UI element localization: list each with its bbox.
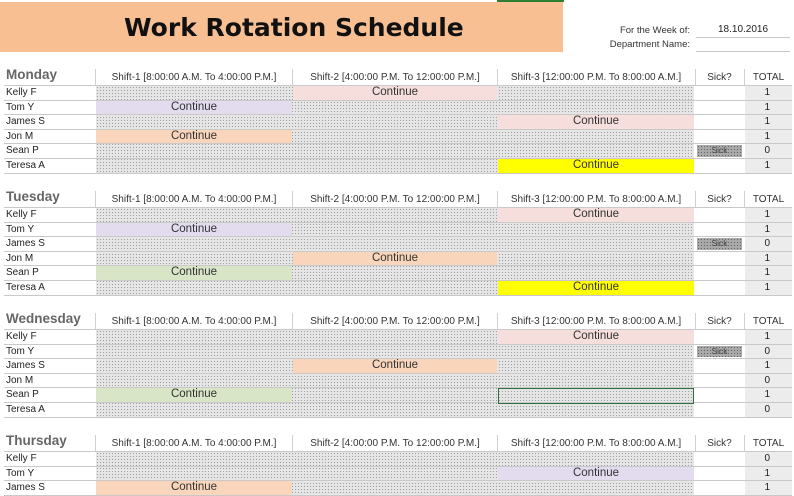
row-divider — [4, 143, 792, 144]
header-separator — [497, 69, 498, 85]
shift-assignment-cell[interactable]: Continue — [498, 467, 694, 481]
column-header-total: TOTAL — [752, 72, 785, 83]
total-value: 1 — [764, 130, 770, 142]
row-divider — [4, 173, 792, 174]
employee-name: Tom Y — [6, 223, 35, 235]
total-value: 1 — [764, 389, 770, 401]
shift-assignment-cell[interactable]: Continue — [498, 208, 694, 222]
header-separator — [95, 313, 96, 329]
employee-name: Teresa A — [6, 282, 45, 293]
employee-name: Tom Y — [6, 345, 35, 357]
header-separator — [695, 69, 696, 85]
department-label: Department Name: — [609, 39, 690, 50]
header-separator — [95, 435, 96, 451]
total-value: 0 — [764, 404, 770, 415]
column-header-shift3: Shift-3 [12:00:00 P.M. To 8:00:00 A.M.] — [510, 316, 682, 327]
shift-assignment-cell[interactable]: Continue — [498, 115, 694, 129]
day-heading: Wednesday — [6, 311, 81, 326]
employee-name: James S — [6, 482, 45, 494]
employee-name: Kelly F — [6, 453, 37, 464]
sick-flag-cell[interactable]: Sick — [697, 238, 742, 250]
total-value: 1 — [764, 116, 770, 128]
header-separator — [292, 313, 293, 329]
header-separator — [744, 313, 745, 329]
column-header-sick: Sick? — [707, 194, 732, 205]
employee-name: Jon M — [6, 130, 34, 142]
sick-flag-cell[interactable]: Sick — [697, 346, 742, 358]
column-header-shift3: Shift-3 [12:00:00 P.M. To 8:00:00 A.M.] — [510, 72, 682, 83]
title-banner — [0, 2, 563, 52]
total-value: 1 — [764, 252, 770, 264]
header-separator — [292, 191, 293, 207]
header-separator — [695, 313, 696, 329]
employee-name: James S — [6, 360, 45, 372]
total-value: 0 — [764, 145, 770, 157]
total-value: 1 — [764, 331, 770, 342]
employee-name: Sean P — [6, 267, 39, 279]
column-header-shift1: Shift-1 [8:00:00 A.M. To 4:00:00 P.M.] — [111, 316, 277, 327]
shift-assignment-cell[interactable]: Continue — [498, 281, 694, 295]
total-value: 1 — [764, 223, 770, 235]
employee-name: Jon M — [6, 252, 34, 264]
total-value: 0 — [764, 238, 770, 250]
total-value: 0 — [764, 345, 770, 357]
employee-name: Jon M — [6, 374, 34, 386]
column-header-shift2: Shift-2 [4:00:00 P.M. To 12:00:00 P.M.] — [310, 194, 480, 205]
shift-assignment-cell[interactable]: Continue — [96, 266, 292, 280]
row-divider — [4, 344, 792, 345]
employee-name: Tom Y — [6, 467, 35, 479]
shift-assignment-cell[interactable]: Continue — [96, 481, 292, 495]
column-header-sick: Sick? — [707, 72, 732, 83]
shift-assignment-cell[interactable]: Continue — [96, 130, 292, 144]
shift-assignment-cell[interactable]: Continue — [293, 86, 497, 100]
total-value: 1 — [764, 209, 770, 220]
column-header-shift1: Shift-1 [8:00:00 A.M. To 4:00:00 P.M.] — [111, 438, 277, 449]
total-value: 1 — [764, 101, 770, 113]
column-header-shift2: Shift-2 [4:00:00 P.M. To 12:00:00 P.M.] — [310, 72, 480, 83]
sick-flag-cell[interactable]: Sick — [697, 145, 742, 157]
header-separator — [695, 191, 696, 207]
column-header-sick: Sick? — [707, 438, 732, 449]
column-header-shift3: Shift-3 [12:00:00 P.M. To 8:00:00 A.M.] — [510, 438, 682, 449]
selected-cell[interactable] — [498, 388, 694, 404]
total-value: 1 — [764, 267, 770, 279]
header-separator — [497, 313, 498, 329]
employee-name: Kelly F — [6, 87, 37, 98]
total-value: 1 — [764, 482, 770, 494]
header-separator — [95, 69, 96, 85]
column-header-total: TOTAL — [752, 316, 785, 327]
shift-assignment-cell[interactable]: Continue — [96, 388, 292, 402]
header-separator — [744, 435, 745, 451]
row-divider — [4, 373, 792, 374]
column-header-total: TOTAL — [752, 194, 785, 205]
total-value: 1 — [764, 282, 770, 293]
column-header-shift2: Shift-2 [4:00:00 P.M. To 12:00:00 P.M.] — [310, 438, 480, 449]
total-value: 1 — [764, 467, 770, 479]
week-value[interactable]: 18.10.2016 — [718, 24, 769, 35]
page-title: Work Rotation Schedule — [124, 13, 464, 42]
day-heading: Monday — [6, 67, 58, 82]
employee-name: Kelly F — [6, 331, 37, 342]
employee-name: James S — [6, 116, 45, 128]
column-header-sick: Sick? — [707, 316, 732, 327]
total-value: 1 — [764, 160, 770, 171]
employee-name: James S — [6, 238, 45, 250]
column-header-shift3: Shift-3 [12:00:00 P.M. To 8:00:00 A.M.] — [510, 194, 682, 205]
week-underline — [696, 37, 790, 38]
week-label: For the Week of: — [619, 25, 690, 36]
row-divider — [4, 295, 792, 296]
sick-column-bg — [696, 452, 743, 496]
column-header-shift1: Shift-1 [8:00:00 A.M. To 4:00:00 P.M.] — [111, 194, 277, 205]
employee-name: Kelly F — [6, 209, 37, 220]
header-separator — [497, 435, 498, 451]
total-value: 0 — [764, 374, 770, 386]
row-divider — [4, 417, 792, 418]
employee-name: Tom Y — [6, 101, 35, 113]
day-heading: Thursday — [6, 433, 67, 448]
department-underline — [696, 51, 790, 52]
shift-assignment-cell[interactable]: Continue — [96, 101, 292, 115]
total-value: 1 — [764, 360, 770, 372]
header-separator — [497, 191, 498, 207]
header-separator — [95, 191, 96, 207]
total-value: 0 — [764, 453, 770, 464]
column-header-shift2: Shift-2 [4:00:00 P.M. To 12:00:00 P.M.] — [310, 316, 480, 327]
employee-name: Teresa A — [6, 404, 45, 415]
header-separator — [292, 69, 293, 85]
total-value: 1 — [764, 87, 770, 98]
employee-name: Sean P — [6, 145, 39, 157]
header-separator — [695, 435, 696, 451]
header-separator — [744, 191, 745, 207]
shift-assignment-cell[interactable]: Continue — [498, 330, 694, 344]
column-header-total: TOTAL — [752, 438, 785, 449]
column-header-shift1: Shift-1 [8:00:00 A.M. To 4:00:00 P.M.] — [111, 72, 277, 83]
shift-assignment-cell[interactable]: Continue — [293, 252, 497, 266]
shift-assignment-cell[interactable]: Continue — [498, 159, 694, 173]
row-divider — [4, 236, 792, 237]
employee-name: Sean P — [6, 389, 39, 401]
active-cell-indicator — [497, 0, 564, 2]
employee-name: Teresa A — [6, 160, 45, 171]
header-separator — [292, 435, 293, 451]
header-bottom-line — [4, 451, 792, 452]
shift-assignment-cell[interactable]: Continue — [96, 223, 292, 237]
day-heading: Tuesday — [6, 189, 60, 204]
header-separator — [744, 69, 745, 85]
shift-assignment-cell[interactable]: Continue — [293, 359, 497, 373]
